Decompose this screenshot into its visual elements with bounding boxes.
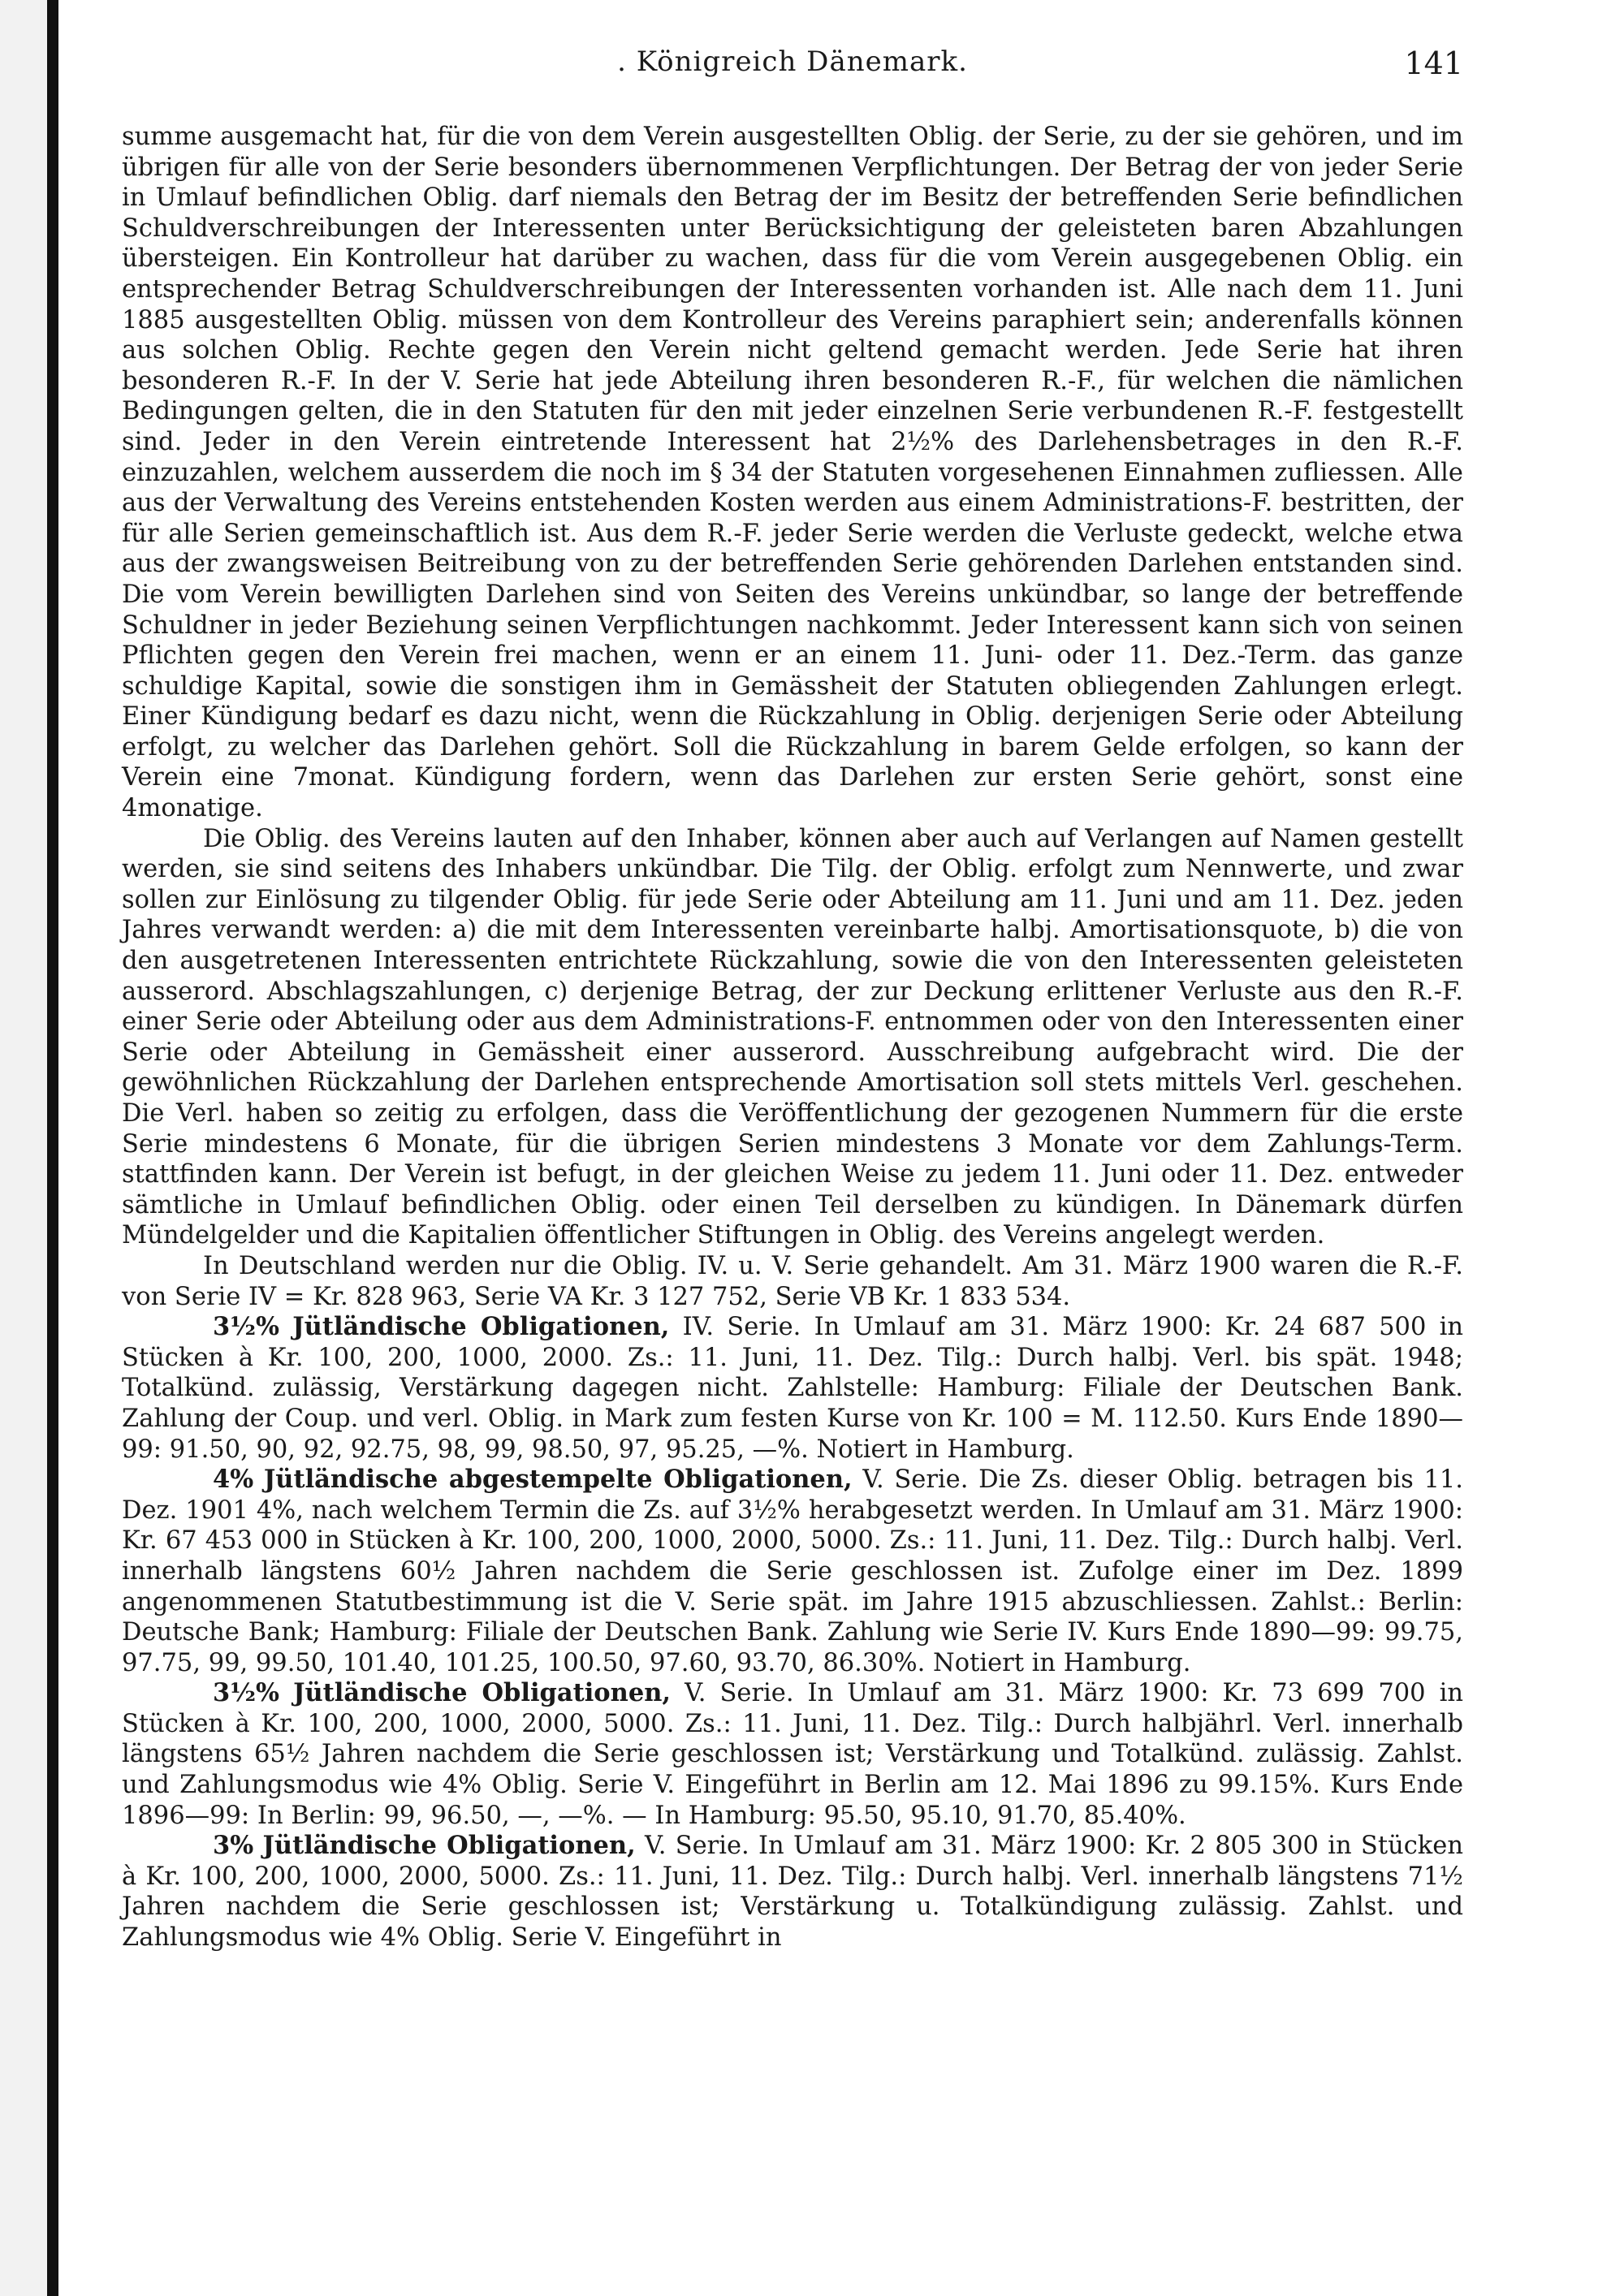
entry-title: Jütländische Obligationen, [293, 1678, 672, 1708]
entry-rate: 3½% [213, 1678, 280, 1708]
page-body [122, 122, 1463, 1953]
entry-text: V. Serie. In Umlauf am 31. März 1900: Kr. 2 805 300 in Stücken à Kr. 100, 200, 1000, 2000, 5000. Zs.: 11. Juni, 11. Dez. Tilg.: Durch halbj. Verl. innerhalb längstens 71½ Jahren nachdem die Serie geschlossen ist; Verstärkung u. Totalkündigung zulässig. Zahlst. und Zahlungsmodus wie 4% Oblig. Serie V. Eingeführt in [122, 1832, 1463, 1953]
entry-3-series-v [122, 1831, 1463, 1953]
scan-margin [0, 0, 47, 2296]
running-head: . Königreich Dänemark. [617, 45, 968, 78]
page-header [122, 45, 1463, 94]
paragraph-obligations: Die Oblig. des Vereins lauten auf den Inhaber, können aber auch auf Verlangen auf Namen gestellt werden, sie sind seitens des Inhabers unkündbar. Die Tilg. der Oblig. erfolgt zum Nennwerte, und zwar sollen zur Einlösung zu tilgender Oblig. für jede Serie oder Abteilung am 11. Juni und am 11. Dez. jeden Jahres verwandt werden: a) die mit dem Interessenten vereinbarte halbj. Amortisationsquote, b) die von den ausgetretenen Interessenten entrichtete Rückzahlung, sowie die von den Interessenten geleisteten ausserord. Abschlagszahlungen, c) derjenige Betrag, der zur Deckung erlittener Verluste aus den R.-F. einer Serie oder Abteilung oder aus dem Administrations-F. entnommen oder von den Interessenten einer Serie oder Abteilung in Gemässheit einer ausserord. Ausschreibung aufgebracht wird. Die der gewöhnlichen Rückzahlung der Darlehen entsprechende Amortisation soll stets mittels Verl. geschehen. Die Verl. haben so zeitig zu erfolgen, dass die Veröffentlichung der gezogenen Nummern für die erste Serie mindestens 6 Monate, für die übrigen Serien mindestens 3 Monate vor dem Zahlungs-Term. stattfinden kann. Der Verein ist befugt, in der gleichen Weise zu jedem 11. Juni oder 11. Dez. entweder sämtliche in Umlauf befindlichen Oblig. oder einen Teil derselben zu kündigen. In Dänemark dürfen Mündelgelder und die Kapitalien öffentlicher Stiftungen in Oblig. des Vereins angelegt werden. [122, 824, 1463, 1250]
entry-text: IV. Serie. In Umlauf am 31. März 1900: Kr. 24 687 500 in Stücken à Kr. 100, 200, 1000, 2000. Zs.: 11. Juni, 11. Dez. Tilg.: Durch halbj. Verl. bis spät. 1948; Totalkünd. zulässig, Verstärkung dagegen nicht. Zahlstelle: Hamburg: Filiale der Deutschen Bank. Zahlung der Coup. und verl. Oblig. in Mark zum festen Kurse von Kr. 100 = M. 112.50. Kurs Ende 1890—99: 91.50, 90, 92, 92.75, 98, 99, 98.50, 97, 95.25, —%. Notiert in Hamburg. [122, 1313, 1463, 1464]
entry-3-5-series-iv [122, 1312, 1463, 1465]
entry-title: Jütländische Obligationen, [292, 1312, 670, 1342]
binding-edge [47, 0, 58, 2296]
entry-3-5-series-v [122, 1678, 1463, 1831]
entry-text: V. Serie. In Umlauf am 31. März 1900: Kr. 73 699 700 in Stücken à Kr. 100, 200, 1000, 2000, 5000. Zs.: 11. Juni, 11. Dez. Tilg.: Durch halbjährl. Verl. innerhalb längstens 65½ Jahren nachdem die Serie geschlossen ist; Verstärkung und Totalkünd. zulässig. Zahlst. und Zahlungsmodus wie 4% Oblig. Serie V. Eingeführt in Berlin am 12. Mai 1896 zu 99.15%. Kurs Ende 1896—99: In Berlin: 99, 96.50, —, —%. — In Hamburg: 95.50, 95.10, 91.70, 85.40%. [122, 1679, 1464, 1830]
entry-rate: 3% [213, 1831, 254, 1861]
entry-rate: 4% [213, 1465, 254, 1495]
paragraph-continuation: summe ausgemacht hat, für die von dem Verein ausgestellten Oblig. der Serie, zu der sie gehören, und im übrigen für alle von der Serie besonders übernommenen Verpflichtungen. Der Betrag der von jeder Serie in Umlauf befindlichen Oblig. darf niemals den Betrag der im Besitz der betreffenden Serie befindlichen Schuldverschreibungen der Interessenten unter Berücksichtigung der geleisteten baren Abzahlungen übersteigen. Ein Kontrolleur hat darüber zu wachen, dass für die vom Verein ausgegebenen Oblig. ein entsprechender Betrag Schuldverschreibungen der Interessenten vorhanden ist. Alle nach dem 11. Juni 1885 ausgestellten Oblig. müssen von dem Kontrolleur des Vereins paraphiert sein; anderenfalls können aus solchen Oblig. Rechte gegen den Verein nicht geltend gemacht werden. Jede Serie hat ihren besonderen R.-F. In der V. Serie hat jede Abteilung ihren besonderen R.-F., für welchen die nämlichen Bedingungen gelten, die in den Statuten für den mit jeder einzelnen Serie verbundenen R.-F. festgestellt sind. Jeder in den Verein eintretende Interessent hat 2½% des Darlehensbetrages in den R.-F. einzuzahlen, welchem ausserdem die noch im § 34 der Statuten vorgesehenen Einnahmen zufliessen. Alle aus der Verwaltung des Vereins entstehenden Kosten werden aus einem Administrations-F. bestritten, der für alle Serien gemeinschaftlich ist. Aus dem R.-F. jeder Serie werden die Verluste gedeckt, welche etwa aus der zwangsweisen Beitreibung von zu der betreffenden Serie gehörenden Darlehen entstanden sind. Die vom Verein bewilligten Darlehen sind von Seiten des Vereins unkündbar, so lange der betreffende Schuldner in jeder Beziehung seinen Verpflichtungen nachkommt. Jeder Interessent kann sich von seinen Pflichten gegen den Verein frei machen, wenn er an einem 11. Juni- oder 11. Dez.-Term. das ganze schuldige Kapital, sowie die sonstigen ihm in Gemässheit der Statuten obliegenden Zahlungen erlegt. Einer Kündigung bedarf es dazu nicht, wenn die Rückzahlung in Oblig. derjenigen Serie oder Abteilung erfolgt, zu welcher das Darlehen gehört. Soll die Rückzahlung in barem Gelde erfolgen, so kann der Verein eine 7monat. Kündigung fordern, wenn das Darlehen zur ersten Serie gehört, sonst eine 4monatige. [122, 123, 1463, 823]
page-number: 141 [1404, 45, 1463, 81]
entry-text: V. Serie. Die Zs. dieser Oblig. betragen bis 11. Dez. 1901 4%, nach welchem Termin die Zs. auf 3½% herabgesetzt werden. In Umlauf am 31. März 1900: Kr. 67 453 000 in Stücken à Kr. 100, 200, 1000, 2000, 5000. Zs.: 11. Juni, 11. Dez. Tilg.: Durch halbj. Verl. innerhalb längstens 60½ Jahren nachdem die Serie geschlossen ist. Zufolge einer im Dez. 1899 angenommenen Statutbestimmung ist die V. Serie spät. im Jahre 1915 abzuschliessen. Zahlst.: Berlin: Deutsche Bank; Hamburg: Filiale der Deutschen Bank. Zahlung wie Serie IV. Kurs Ende 1890—99: 99.75, 97.75, 99, 99.50, 101.40, 101.25, 100.50, 97.60, 93.70, 86.30%. Notiert in Hamburg. [122, 1465, 1463, 1677]
entry-rate: 3½% [213, 1312, 280, 1342]
entry-title: Jütländische Obligationen, [262, 1831, 636, 1861]
entry-title: Jütländische abgestempelte Obligationen, [263, 1465, 853, 1495]
paragraph-germany: In Deutschland werden nur die Oblig. IV. u. V. Serie gehandelt. Am 31. März 1900 waren die R.-F. von Serie IV = Kr. 828 963, Serie VA Kr. 3 127 752, Serie VB Kr. 1 833 534. [122, 1251, 1463, 1311]
entry-4-abgestempelt-series-v [122, 1465, 1463, 1678]
